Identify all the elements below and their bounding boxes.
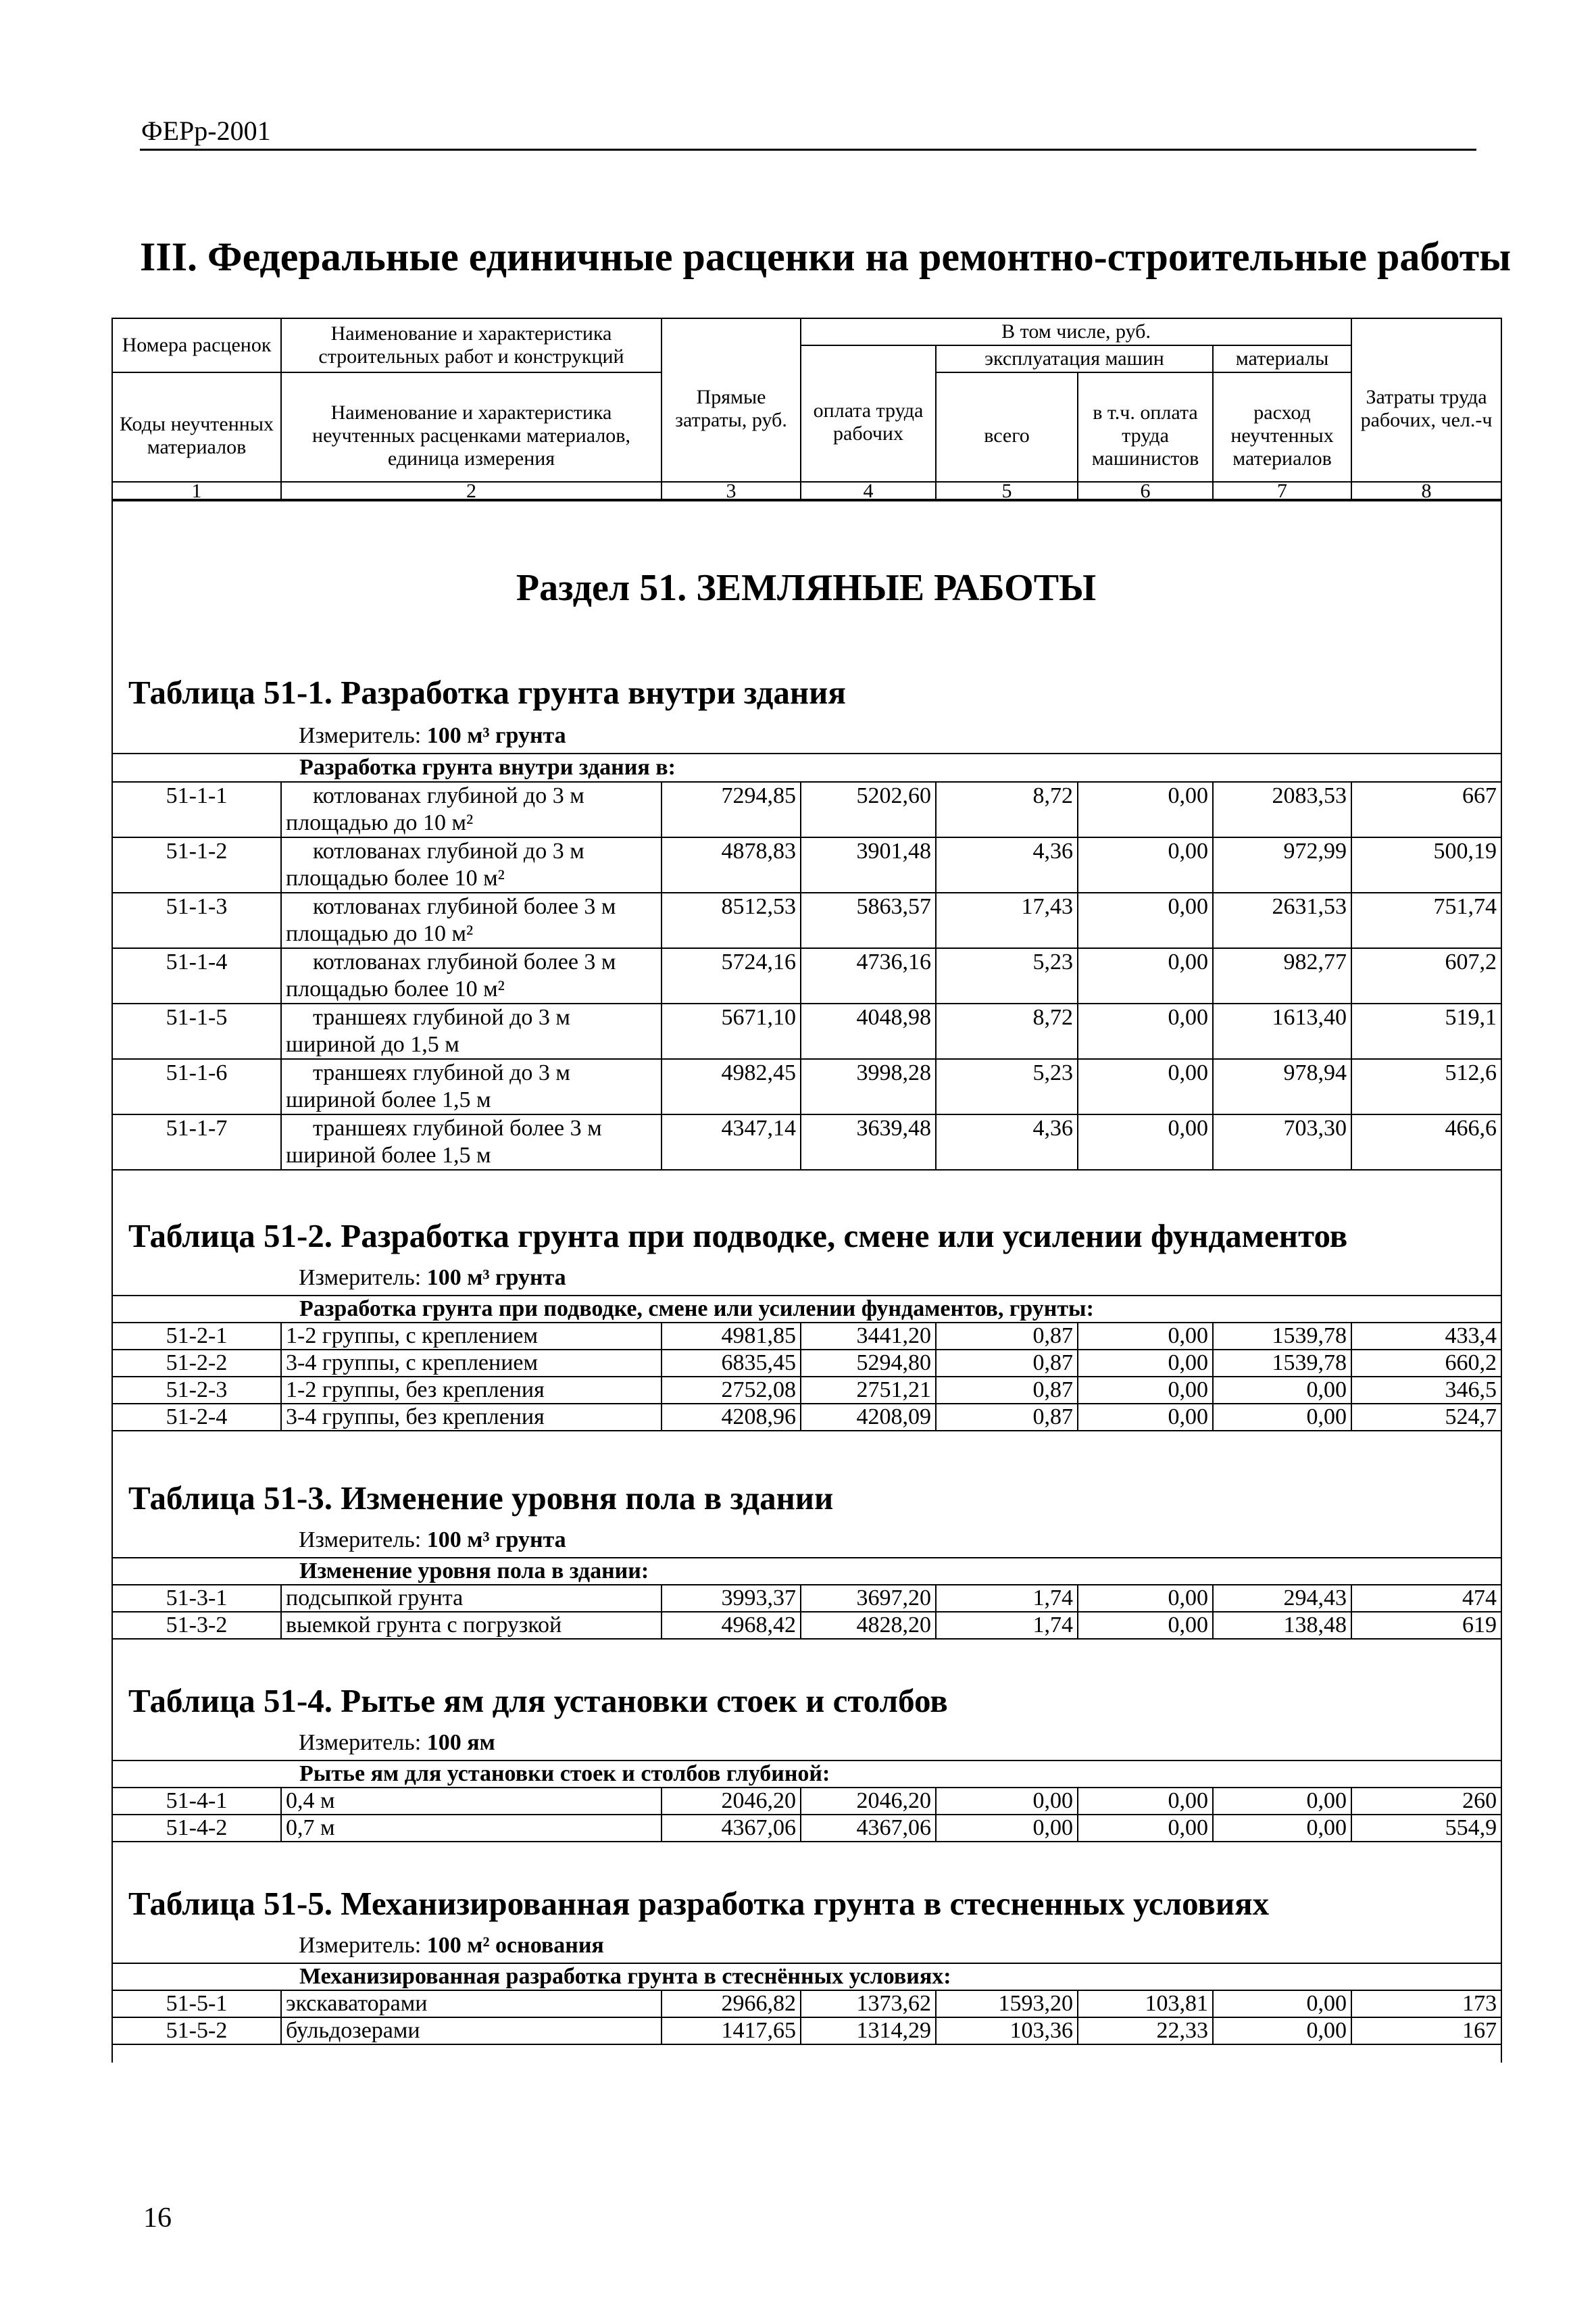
rate-code: 51-1-5 — [112, 1004, 281, 1059]
materials-cost: 982,77 — [1213, 948, 1351, 1004]
work-name: 3-4 группы, без крепления — [281, 1404, 662, 1431]
table-row — [112, 1585, 1501, 1612]
table-caption: Разработка грунта при подводке, смене или усилении фундаментов, грунты: — [112, 1296, 1501, 1323]
work-name: 1-2 группы, с креплением — [281, 1323, 662, 1350]
direct-costs: 5671,10 — [662, 1004, 801, 1059]
operators-pay: 0,00 — [1078, 1323, 1213, 1350]
direct-costs: 2752,08 — [662, 1377, 801, 1404]
operators-pay: 0,00 — [1078, 1585, 1213, 1612]
table-caption: Разработка грунта внутри здания в: — [112, 754, 1501, 782]
materials-cost: 1539,78 — [1213, 1323, 1351, 1350]
materials-cost: 0,00 — [1213, 1377, 1351, 1404]
table-meter: Измеритель: 100 м² основания — [299, 1933, 604, 1958]
labor-pay: 4828,20 — [801, 1612, 936, 1639]
direct-costs: 4982,45 — [662, 1059, 801, 1114]
materials-cost: 972,99 — [1213, 837, 1351, 893]
work-name: 1-2 группы, без крепления — [281, 1377, 662, 1404]
running-head: ФЕРр-2001 — [141, 116, 271, 146]
labor-pay: 2751,21 — [801, 1377, 936, 1404]
materials-cost: 978,94 — [1213, 1059, 1351, 1114]
operators-pay: 22,33 — [1078, 2017, 1213, 2044]
work-name: котлованах глубиной более 3 м площадью до 10 м² — [281, 893, 662, 948]
work-name: котлованах глубиной до 3 м площадью более 10 м² — [281, 837, 662, 893]
table-row — [112, 1612, 1501, 1639]
machines-total: 0,87 — [936, 1377, 1078, 1404]
work-name: 3-4 группы, с креплением — [281, 1350, 662, 1377]
header-including: В том числе, руб. — [801, 318, 1351, 345]
labor-hours: 500,19 — [1351, 837, 1501, 893]
header-materials: материалы — [1213, 345, 1351, 372]
operators-pay: 0,00 — [1078, 1788, 1213, 1815]
labor-pay: 5863,57 — [801, 893, 936, 948]
machines-total: 1,74 — [936, 1612, 1078, 1639]
table-row — [112, 1815, 1501, 1842]
direct-costs: 3993,37 — [662, 1585, 801, 1612]
machines-total: 1593,20 — [936, 1990, 1078, 2017]
machines-total: 103,36 — [936, 2017, 1078, 2044]
machines-total: 1,74 — [936, 1585, 1078, 1612]
rate-code: 51-4-1 — [112, 1788, 281, 1815]
column-number: 7 — [1213, 482, 1351, 501]
materials-cost: 0,00 — [1213, 2017, 1351, 2044]
rates-table-51-1 — [111, 753, 1502, 1171]
labor-hours: 260 — [1351, 1788, 1501, 1815]
rate-code: 51-1-4 — [112, 948, 281, 1004]
direct-costs: 4367,06 — [662, 1815, 801, 1842]
table-row — [112, 1114, 1501, 1170]
labor-hours: 173 — [1351, 1990, 1501, 2017]
labor-pay: 3639,48 — [801, 1114, 936, 1170]
rate-code: 51-1-3 — [112, 893, 281, 948]
machines-total: 0,00 — [936, 1788, 1078, 1815]
machines-total: 8,72 — [936, 782, 1078, 837]
labor-hours: 512,6 — [1351, 1059, 1501, 1114]
column-number: 5 — [936, 482, 1078, 501]
labor-hours: 751,74 — [1351, 893, 1501, 948]
direct-costs: 2046,20 — [662, 1788, 801, 1815]
labor-pay: 5294,80 — [801, 1350, 936, 1377]
operators-pay: 103,81 — [1078, 1990, 1213, 2017]
table-title-51-2: Таблица 51-2. Разработка грунта при подводке, смене или усилении фундаментов — [128, 1217, 1348, 1254]
work-name: подсыпкой грунта — [281, 1585, 662, 1612]
materials-cost: 0,00 — [1213, 1788, 1351, 1815]
header-col3: Прямые затраты, руб. — [662, 318, 801, 499]
direct-costs: 6835,45 — [662, 1350, 801, 1377]
work-name: 0,7 м — [281, 1815, 662, 1842]
operators-pay: 0,00 — [1078, 1114, 1213, 1170]
labor-pay: 3998,28 — [801, 1059, 936, 1114]
rate-code: 51-3-2 — [112, 1612, 281, 1639]
column-number: 3 — [662, 482, 801, 501]
labor-hours: 433,4 — [1351, 1323, 1501, 1350]
labor-pay: 4367,06 — [801, 1815, 936, 1842]
rates-table-51-5 — [111, 1963, 1502, 2045]
rate-code: 51-2-3 — [112, 1377, 281, 1404]
table-row — [112, 893, 1501, 948]
operators-pay: 0,00 — [1078, 1059, 1213, 1114]
machines-total: 5,23 — [936, 1059, 1078, 1114]
direct-costs: 4878,83 — [662, 837, 801, 893]
table-row — [112, 1788, 1501, 1815]
materials-cost: 1539,78 — [1213, 1350, 1351, 1377]
table-caption: Рытье ям для установки стоек и столбов глубиной: — [112, 1761, 1501, 1788]
header-rule — [140, 149, 1476, 151]
rate-code: 51-1-7 — [112, 1114, 281, 1170]
column-number: 8 — [1351, 482, 1501, 501]
rate-code: 51-5-2 — [112, 2017, 281, 2044]
operators-pay: 0,00 — [1078, 1612, 1213, 1639]
materials-cost: 0,00 — [1213, 1404, 1351, 1431]
table-row — [112, 1323, 1501, 1350]
direct-costs: 4981,85 — [662, 1323, 801, 1350]
table-meter: Измеритель: 100 ям — [299, 1730, 495, 1755]
table-title-51-5: Таблица 51-5. Механизированная разработка грунта в стесненных условиях — [128, 1885, 1270, 1922]
direct-costs: 4347,14 — [662, 1114, 801, 1170]
labor-pay: 1314,29 — [801, 2017, 936, 2044]
work-name: траншеях глубиной более 3 м шириной более 1,5 м — [281, 1114, 662, 1170]
rate-code: 51-4-2 — [112, 1815, 281, 1842]
rate-code: 51-2-1 — [112, 1323, 281, 1350]
table-row — [112, 782, 1501, 837]
table-title-51-4: Таблица 51-4. Рытье ям для установки стоек и столбов — [128, 1682, 948, 1719]
column-number-row — [111, 481, 1502, 501]
work-name: экскаваторами — [281, 1990, 662, 2017]
machines-total: 0,87 — [936, 1404, 1078, 1431]
rates-table-51-3 — [111, 1557, 1502, 1640]
table-row — [112, 837, 1501, 893]
header-col5: всего — [936, 372, 1078, 499]
rates-table-51-2 — [111, 1295, 1502, 1431]
direct-costs: 4968,42 — [662, 1612, 801, 1639]
header-col1-top: Номера расценок — [112, 318, 281, 372]
machines-total: 5,23 — [936, 948, 1078, 1004]
machines-total: 0,00 — [936, 1815, 1078, 1842]
column-header-table — [111, 318, 1502, 500]
rates-table-51-4 — [111, 1760, 1502, 1842]
table-meter: Измеритель: 100 м³ грунта — [299, 1265, 566, 1290]
machines-total: 8,72 — [936, 1004, 1078, 1059]
machines-total: 4,36 — [936, 1114, 1078, 1170]
labor-pay: 5202,60 — [801, 782, 936, 837]
table-row — [112, 1350, 1501, 1377]
labor-hours: 346,5 — [1351, 1377, 1501, 1404]
labor-pay: 4208,09 — [801, 1404, 936, 1431]
table-meter: Измеритель: 100 м³ грунта — [299, 723, 566, 748]
materials-cost: 0,00 — [1213, 1990, 1351, 2017]
machines-total: 0,87 — [936, 1323, 1078, 1350]
labor-hours: 667 — [1351, 782, 1501, 837]
work-name: траншеях глубиной до 3 м шириной до 1,5 м — [281, 1004, 662, 1059]
operators-pay: 0,00 — [1078, 1815, 1213, 1842]
work-name: бульдозерами — [281, 2017, 662, 2044]
labor-hours: 466,6 — [1351, 1114, 1501, 1170]
header-machines: эксплуатация машин — [936, 345, 1213, 372]
rate-code: 51-2-2 — [112, 1350, 281, 1377]
rate-code: 51-2-4 — [112, 1404, 281, 1431]
labor-hours: 519,1 — [1351, 1004, 1501, 1059]
materials-cost: 294,43 — [1213, 1585, 1351, 1612]
labor-hours: 660,2 — [1351, 1350, 1501, 1377]
labor-pay: 3901,48 — [801, 837, 936, 893]
table-row — [112, 1377, 1501, 1404]
materials-cost: 138,48 — [1213, 1612, 1351, 1639]
labor-hours: 474 — [1351, 1585, 1501, 1612]
section-title: Раздел 51. ЗЕМЛЯНЫЕ РАБОТЫ — [516, 567, 1097, 609]
operators-pay: 0,00 — [1078, 893, 1213, 948]
materials-cost: 1613,40 — [1213, 1004, 1351, 1059]
rate-code: 51-1-2 — [112, 837, 281, 893]
column-number: 4 — [801, 482, 936, 501]
header-col2-bottom: Наименование и характеристика неучтенных расценками материалов, единица измерения — [281, 372, 662, 499]
direct-costs: 1417,65 — [662, 2017, 801, 2044]
header-col4: оплата труда рабочих — [801, 345, 936, 499]
table-row — [112, 2017, 1501, 2044]
work-name: выемкой грунта с погрузкой — [281, 1612, 662, 1639]
page-number: 16 — [143, 2202, 172, 2234]
materials-cost: 2631,53 — [1213, 893, 1351, 948]
table-row — [112, 948, 1501, 1004]
rate-code: 51-3-1 — [112, 1585, 281, 1612]
labor-pay: 4048,98 — [801, 1004, 936, 1059]
direct-costs: 2966,82 — [662, 1990, 801, 2017]
header-col7: расход неучтенных материалов — [1213, 372, 1351, 499]
table-row — [112, 1059, 1501, 1114]
rate-code: 51-1-1 — [112, 782, 281, 837]
rate-code: 51-1-6 — [112, 1059, 281, 1114]
work-name: траншеях глубиной до 3 м шириной более 1,5 м — [281, 1059, 662, 1114]
operators-pay: 0,00 — [1078, 1377, 1213, 1404]
materials-cost: 0,00 — [1213, 1815, 1351, 1842]
labor-hours: 554,9 — [1351, 1815, 1501, 1842]
operators-pay: 0,00 — [1078, 782, 1213, 837]
table-title-51-1: Таблица 51-1. Разработка грунта внутри здания — [128, 674, 846, 711]
table-meter: Измеритель: 100 м³ грунта — [299, 1527, 566, 1552]
work-name: котлованах глубиной более 3 м площадью более 10 м² — [281, 948, 662, 1004]
direct-costs: 5724,16 — [662, 948, 801, 1004]
rate-code: 51-5-1 — [112, 1990, 281, 2017]
operators-pay: 0,00 — [1078, 1350, 1213, 1377]
labor-pay: 3441,20 — [801, 1323, 936, 1350]
header-col1-bottom: Коды неучтенных материалов — [112, 372, 281, 499]
header-col8: Затраты труда рабочих, чел.-ч — [1351, 318, 1501, 499]
header-col2-top: Наименование и характеристика строительных работ и конструкций — [281, 318, 662, 372]
operators-pay: 0,00 — [1078, 837, 1213, 893]
column-number: 1 — [112, 482, 281, 501]
work-name: котлованах глубиной до 3 м площадью до 10 м² — [281, 782, 662, 837]
materials-cost: 2083,53 — [1213, 782, 1351, 837]
table-row — [112, 1990, 1501, 2017]
table-row — [112, 1404, 1501, 1431]
table-row — [112, 1004, 1501, 1059]
machines-total: 0,87 — [936, 1350, 1078, 1377]
page-title: III. Федеральные единичные расценки на ремонтно-строительные работы — [140, 235, 1512, 279]
labor-pay: 1373,62 — [801, 1990, 936, 2017]
labor-hours: 607,2 — [1351, 948, 1501, 1004]
work-name: 0,4 м — [281, 1788, 662, 1815]
direct-costs: 8512,53 — [662, 893, 801, 948]
labor-hours: 524,7 — [1351, 1404, 1501, 1431]
header-col6: в т.ч. оплата труда машинистов — [1078, 372, 1213, 499]
labor-pay: 2046,20 — [801, 1788, 936, 1815]
table-caption: Механизированная разработка грунта в стеснённых условиях: — [112, 1963, 1501, 1990]
labor-pay: 3697,20 — [801, 1585, 936, 1612]
operators-pay: 0,00 — [1078, 1004, 1213, 1059]
labor-hours: 167 — [1351, 2017, 1501, 2044]
operators-pay: 0,00 — [1078, 1404, 1213, 1431]
operators-pay: 0,00 — [1078, 948, 1213, 1004]
table-caption: Изменение уровня пола в здании: — [112, 1558, 1501, 1585]
column-number: 6 — [1078, 482, 1213, 501]
table-title-51-3: Таблица 51-3. Изменение уровня пола в здании — [128, 1479, 834, 1517]
materials-cost: 703,30 — [1213, 1114, 1351, 1170]
machines-total: 4,36 — [936, 837, 1078, 893]
direct-costs: 7294,85 — [662, 782, 801, 837]
labor-pay: 4736,16 — [801, 948, 936, 1004]
direct-costs: 4208,96 — [662, 1404, 801, 1431]
labor-hours: 619 — [1351, 1612, 1501, 1639]
column-number: 2 — [281, 482, 662, 501]
machines-total: 17,43 — [936, 893, 1078, 948]
